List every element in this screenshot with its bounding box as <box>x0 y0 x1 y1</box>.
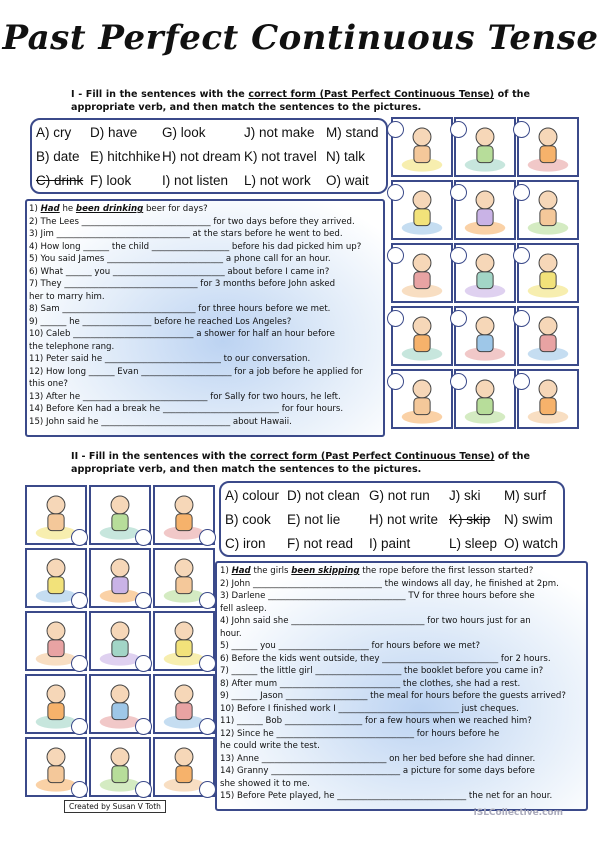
word: E) not lie <box>287 511 341 527</box>
section1-word-box <box>30 118 388 194</box>
answer-circle[interactable] <box>135 592 152 609</box>
section1-sentences <box>25 199 385 437</box>
sentence: 13) Anne _____________________________ on her bed before she had dinner. <box>220 753 536 764</box>
answer-circle[interactable] <box>387 121 404 138</box>
answer-circle[interactable] <box>513 247 530 264</box>
sentence: 9) ______ Jason ___________________ the meal for hours before the guests arrived? <box>220 691 566 701</box>
sentence: 3) Jim _______________________________ at the stars before he went to bed. <box>29 229 343 239</box>
word: G) look <box>162 124 206 140</box>
word: G) not run <box>369 487 430 503</box>
word: J) ski <box>449 487 481 503</box>
answer-circle[interactable] <box>71 781 88 798</box>
sentence: 13) After he _____________________________ for Sally for two hours, he left. <box>29 391 341 402</box>
section2-instructions: II - Fill in the sentences with the correct form (Past Perfect Continuous Tense) of the appropriate verb, and then match the sentences to the pictures. <box>71 451 530 475</box>
sentence: 10) Caleb ____________________________ a shower for half an hour before <box>29 329 335 339</box>
answer-circle[interactable] <box>513 373 530 390</box>
word: L) not work <box>244 172 311 188</box>
word: K) not travel <box>244 148 317 164</box>
section2-word-box <box>219 481 565 557</box>
answer-circle[interactable] <box>450 121 467 138</box>
word: N) talk <box>326 148 366 164</box>
page-title: Past Perfect Continuous Tense <box>2 18 599 58</box>
section2-sentences <box>215 561 588 811</box>
answer-circle[interactable] <box>135 718 152 735</box>
word: M) stand <box>326 124 379 140</box>
answer-circle[interactable] <box>135 655 152 672</box>
word: C) iron <box>225 535 266 551</box>
word: H) not write <box>369 511 439 527</box>
sentence: hour. <box>220 628 242 639</box>
answer-circle[interactable] <box>71 718 88 735</box>
word: A) cry <box>36 124 72 140</box>
answer-circle[interactable] <box>513 184 530 201</box>
word-used: C) drink <box>36 172 84 188</box>
answer-circle[interactable] <box>135 529 152 546</box>
sentence: 8) After mum ____________________________ the clothes, she had a rest. <box>220 678 521 689</box>
sentence-example: 1) Had the girls been skipping the rope before the first lesson started? <box>220 566 534 576</box>
word: B) date <box>36 148 80 164</box>
sentence: 2) The Lees ______________________________ for two days before they arrived. <box>29 216 355 227</box>
word: J) not make <box>244 124 315 140</box>
answer-circle[interactable] <box>135 781 152 798</box>
answer-circle[interactable] <box>450 184 467 201</box>
word: O) watch <box>504 535 559 551</box>
sentence: her to marry him. <box>29 291 105 302</box>
watermark: iSLCollective.com <box>473 808 563 818</box>
sentence: 15) John said he ______________________________ about Hawaii. <box>29 416 292 427</box>
sentence: 5) You said James ___________________________ a phone call for an hour. <box>29 254 331 264</box>
sentence: 5) ______ you _____________________ for hours before we met? <box>220 641 481 651</box>
sentence: 12) Since he ________________________________ for hours before he <box>220 728 500 739</box>
answer-circle[interactable] <box>199 718 216 735</box>
sentence: 12) How long ______ Evan _____________________ for a job before he applied for <box>29 366 363 377</box>
word: E) hitchhike <box>90 148 161 164</box>
answer-circle[interactable] <box>71 655 88 672</box>
sentence: 14) Granny ______________________________ a picture for some days before <box>220 766 535 776</box>
sentence: 6) What ______ you __________________________ about before I came in? <box>29 266 330 277</box>
sentence: 7) ______ the little girl ____________________ the booklet before you came in? <box>220 666 544 676</box>
sentence: he could write the test. <box>220 741 320 751</box>
word-used: K) skip <box>449 511 491 527</box>
sentence: 4) How long ______ the child __________________ before his dad picked him up? <box>29 241 362 252</box>
answer-circle[interactable] <box>450 247 467 264</box>
word: N) swim <box>504 511 553 527</box>
word: I) paint <box>369 535 411 551</box>
section1-instructions: I - Fill in the sentences with the correct form (Past Perfect Continuous Tense) of the appropriate verb, and then match the sentences to the pictures. <box>71 89 530 113</box>
word: D) not clean <box>287 487 360 503</box>
sentence: 9) ______ he ________________ before he reached Los Angeles? <box>29 316 292 327</box>
answer-circle[interactable] <box>387 184 404 201</box>
sentence: fell asleep. <box>220 603 267 614</box>
answer-circle[interactable] <box>387 373 404 390</box>
word: F) not read <box>287 535 354 551</box>
answer-circle[interactable] <box>387 247 404 264</box>
author-credit: Created by Susan V Toth <box>64 800 166 813</box>
answer-circle[interactable] <box>199 529 216 546</box>
word: I) not listen <box>162 172 229 188</box>
word: A) colour <box>225 487 280 503</box>
word: M) surf <box>504 487 546 503</box>
answer-circle[interactable] <box>71 592 88 609</box>
word: H) not dream <box>162 148 241 164</box>
word: B) cook <box>225 511 271 527</box>
answer-circle[interactable] <box>199 592 216 609</box>
sentence: 6) Before the kids went outside, they ___________________________ for 2 hours. <box>220 653 551 664</box>
word: D) have <box>90 124 138 140</box>
sentence: 8) Sam _______________________________ for three hours before we met. <box>29 304 331 314</box>
sentence: 10) Before I finished work I ____________________________ just cheques. <box>220 703 519 714</box>
sentence: 4) John said she _______________________________ for two hours just for an <box>220 616 531 626</box>
answer-circle[interactable] <box>199 655 216 672</box>
answer-circle[interactable] <box>71 529 88 546</box>
answer-circle[interactable] <box>450 373 467 390</box>
sentence: 11) Peter said he ___________________________ to our conversation. <box>29 354 311 364</box>
sentence: the telephone rang. <box>29 341 115 352</box>
sentence: 11) ______ Bob __________________ for a few hours when we reached him? <box>220 716 532 726</box>
word: F) look <box>90 172 132 188</box>
answer-circle[interactable] <box>450 310 467 327</box>
sentence: 14) Before Ken had a break he ___________________________ for four hours. <box>29 404 344 414</box>
sentence: 15) Before Pete played, he ______________________________ the net for an hour. <box>220 791 553 801</box>
answer-circle[interactable] <box>513 310 530 327</box>
word: O) wait <box>326 172 369 188</box>
sentence: she showed it to me. <box>220 778 310 789</box>
sentence: 2) John ______________________________ the windows all day, he finished at 2pm. <box>220 578 559 589</box>
sentence: this one? <box>29 379 68 389</box>
sentence: 7) They _______________________________ for 3 months before John asked <box>29 279 336 289</box>
sentence-example: 1) Had he been drinking beer for days? <box>29 204 208 214</box>
sentence: 3) Darlene ________________________________ TV for three hours before she <box>220 591 535 601</box>
answer-circle[interactable] <box>513 121 530 138</box>
word: L) sleep <box>449 535 498 551</box>
answer-circle[interactable] <box>387 310 404 327</box>
answer-circle[interactable] <box>199 781 216 798</box>
